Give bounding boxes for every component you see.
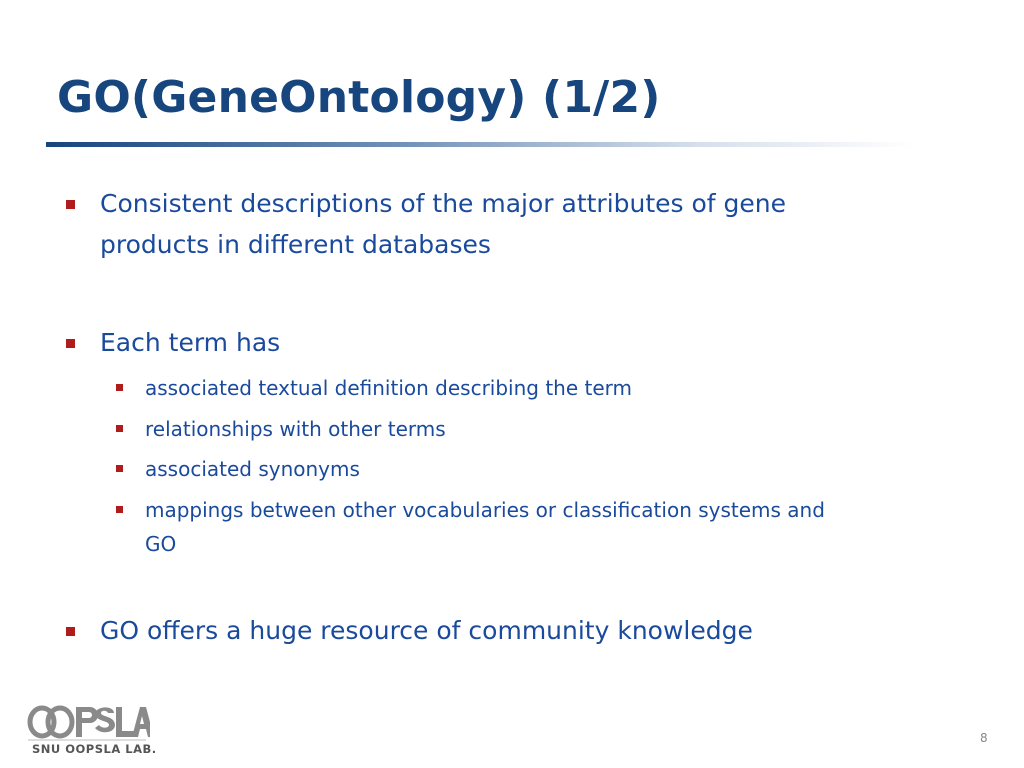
sub-bullet-textual-definition: associated textual definition describing the term — [145, 376, 633, 400]
title-underline — [46, 142, 916, 147]
sub-bullet-marker — [116, 465, 123, 472]
logo-caption: SNU OOPSLA LAB. — [32, 742, 157, 756]
bullet-marker — [66, 339, 75, 348]
sub-bullet-mappings-line1: mappings between other vocabularies or classification systems and — [145, 498, 825, 522]
sub-bullet-marker — [116, 384, 123, 391]
sub-bullet-synonyms: associated synonyms — [145, 457, 360, 481]
slide-title: GO(GeneOntology) (1/2) — [57, 72, 661, 123]
bullet-consistent-descriptions-line2: products in different databases — [100, 230, 491, 259]
bullet-go-offers: GO offers a huge resource of community knowledge — [100, 616, 753, 645]
bullet-each-term-has: Each term has — [100, 328, 281, 357]
bullet-marker — [66, 200, 75, 209]
sub-bullet-relationships: relationships with other terms — [145, 417, 446, 441]
sub-bullet-marker — [116, 425, 123, 432]
page-number: 8 — [980, 731, 988, 745]
bullet-consistent-descriptions-line1: Consistent descriptions of the major attributes of gene — [100, 189, 787, 218]
sub-bullet-mappings-line2: GO — [145, 532, 177, 556]
sub-bullet-marker — [116, 506, 123, 513]
bullet-marker — [66, 627, 75, 636]
